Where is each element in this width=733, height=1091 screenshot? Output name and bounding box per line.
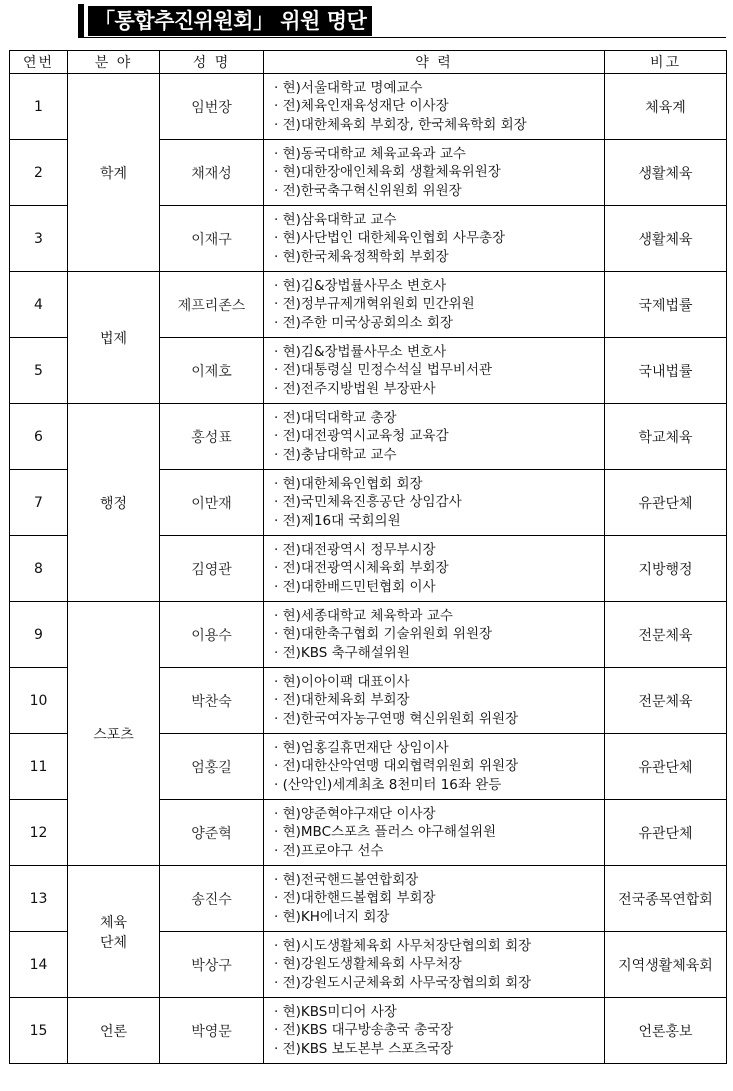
career-item: · 전)주한 미국상공회의소 회장 [274,314,604,333]
career-item: · 현)서울대학교 명예교수 [274,79,604,98]
header-row [10,51,727,74]
member-name: 채재성 [160,140,264,206]
title-block [78,4,726,38]
member-note: 전문체육 [605,668,727,734]
career-item: · 현)대한축구협회 기술위원회 위원장 [274,625,604,644]
row-number: 10 [10,668,68,734]
career-item: · 현)삼육대학교 교수 [274,211,604,230]
career-item: · 전)대한배드민턴협회 이사 [274,578,604,597]
member-career [264,338,605,404]
career-item: · 현)대한장애인체육회 생활체육위원장 [274,163,604,182]
member-note: 지방행정 [605,536,727,602]
career-item: · 전)프로야구 선수 [274,842,604,861]
table-row [10,998,727,1064]
row-number: 13 [10,866,68,932]
row-number: 1 [10,74,68,140]
member-note: 생활체육 [605,206,727,272]
member-name: 엄홍길 [160,734,264,800]
field-group [68,866,160,998]
career-item: · 현)KH에너지 회장 [274,908,604,927]
row-number: 9 [10,602,68,668]
member-note: 유관단체 [605,734,727,800]
page-title: 「통합추진위원회」 위원 명단 [88,6,372,36]
header-field: 분 야 [68,51,160,74]
career-item: · 현)강원도생활체육회 사무처장 [274,955,604,974]
career-item: · 현)한국체육정책학회 부회장 [274,248,604,267]
member-career [264,668,605,734]
header-name: 성 명 [160,51,264,74]
career-item: · 현)대한체육인협회 회장 [274,475,604,494]
table-row [10,602,727,668]
member-note: 언론홍보 [605,998,727,1064]
member-note: 국내법률 [605,338,727,404]
field-group: 행정 [68,404,160,602]
career-item: · 전)대한핸드볼협회 부회장 [274,889,604,908]
member-note: 학교체육 [605,404,727,470]
member-name: 홍성표 [160,404,264,470]
member-name: 이만재 [160,470,264,536]
career-item: · 전)국민체육진흥공단 상임감사 [274,493,604,512]
career-item: · 전)대전광역시 정무부시장 [274,541,604,560]
career-item: · 현)이아이팩 대표이사 [274,673,604,692]
row-number: 11 [10,734,68,800]
header-no: 연번 [10,51,68,74]
career-item: · 현)MBC스포츠 플러스 야구해설위원 [274,823,604,842]
member-name: 이용수 [160,602,264,668]
career-item: · 현)김&장법률사무소 변호사 [274,277,604,296]
member-note: 유관단체 [605,800,727,866]
row-number: 15 [10,998,68,1064]
member-career [264,734,605,800]
title-underline [78,37,726,38]
header-note: 비고 [605,51,727,74]
field-group: 언론 [68,998,160,1064]
career-item: · (산악인)세계최초 8천미터 16좌 완등 [274,776,604,795]
row-number: 3 [10,206,68,272]
row-number: 7 [10,470,68,536]
member-table [9,50,727,1064]
career-item: · 전)강원도시군체육회 사무국장협의회 회장 [274,974,604,993]
row-number: 6 [10,404,68,470]
member-career [264,536,605,602]
career-item: · 전)대한산악연맹 대외협력위원회 위원장 [274,757,604,776]
career-item: · 전)KBS 보도본부 스포츠국장 [274,1040,604,1059]
row-number: 2 [10,140,68,206]
row-number: 4 [10,272,68,338]
career-item: · 현)세종대학교 체육학과 교수 [274,607,604,626]
career-item: · 전)대한체육회 부회장, 한국체육학회 회장 [274,116,604,135]
career-item: · 현)시도생활체육회 사무처장단협의회 회장 [274,937,604,956]
member-name: 송진수 [160,866,264,932]
career-item: · 전)KBS 대구방송총국 총국장 [274,1021,604,1040]
field-group: 학계 [68,74,160,272]
career-item: · 현)양준혁야구재단 이사장 [274,805,604,824]
member-note: 전문체육 [605,602,727,668]
career-item: · 전)전주지방법원 부장판사 [274,380,604,399]
field-group: 스포츠 [68,602,160,866]
career-item: · 전)대전광역시교육청 교육감 [274,427,604,446]
member-name: 제프리존스 [160,272,264,338]
member-note: 국제법률 [605,272,727,338]
member-name: 임번장 [160,74,264,140]
member-name: 김영관 [160,536,264,602]
table-row [10,404,727,470]
member-note: 체육계 [605,74,727,140]
career-item: · 전)KBS 축구해설위원 [274,644,604,663]
member-note: 지역생활체육회 [605,932,727,998]
career-item: · 전)충남대학교 교수 [274,446,604,465]
career-item: · 현)엄홍길휴먼재단 상임이사 [274,739,604,758]
row-number: 12 [10,800,68,866]
member-career [264,470,605,536]
member-rows [10,74,727,1064]
member-career [264,140,605,206]
career-item: · 현)김&장법률사무소 변호사 [274,343,604,362]
member-name: 박찬숙 [160,668,264,734]
career-item: · 전)대전광역시체육회 부회장 [274,559,604,578]
career-item: · 현)전국핸드볼연합회장 [274,871,604,890]
career-item: · 전)정부규제개혁위원회 민간위원 [274,295,604,314]
member-career [264,998,605,1064]
table-row [10,74,727,140]
career-item: · 현)사단법인 대한체육인협회 사무총장 [274,229,604,248]
member-note: 생활체육 [605,140,727,206]
member-career [264,74,605,140]
career-item: · 전)대통령실 민정수석실 법무비서관 [274,361,604,380]
member-career [264,866,605,932]
row-number: 14 [10,932,68,998]
member-career [264,404,605,470]
career-item: · 전)한국축구혁신위원회 위원장 [274,182,604,201]
member-note: 전국종목연합회 [605,866,727,932]
member-name: 이재구 [160,206,264,272]
member-career [264,932,605,998]
member-note: 유관단체 [605,470,727,536]
field-group-line: 단체 [99,934,128,951]
member-name: 박영문 [160,998,264,1064]
member-name: 양준혁 [160,800,264,866]
field-group: 법제 [68,272,160,404]
member-career [264,602,605,668]
career-item: · 전)체육인재육성재단 이사장 [274,97,604,116]
member-career [264,800,605,866]
field-group-line: 체육 [99,914,128,931]
header-career: 약 력 [264,51,605,74]
table-row [10,866,727,932]
member-career [264,272,605,338]
career-item: · 전)한국여자농구연맹 혁신위원회 위원장 [274,710,604,729]
career-item: · 전)제16대 국회의원 [274,512,604,531]
career-item: · 전)대한체육회 부회장 [274,691,604,710]
row-number: 8 [10,536,68,602]
title-accent-bar [78,4,84,38]
member-career [264,206,605,272]
member-name: 박상구 [160,932,264,998]
table-row [10,272,727,338]
career-item: · 현)동국대학교 체육교육과 교수 [274,145,604,164]
career-item: · 전)대덕대학교 총장 [274,409,604,428]
row-number: 5 [10,338,68,404]
member-name: 이제호 [160,338,264,404]
career-item: · 현)KBS미디어 사장 [274,1003,604,1022]
